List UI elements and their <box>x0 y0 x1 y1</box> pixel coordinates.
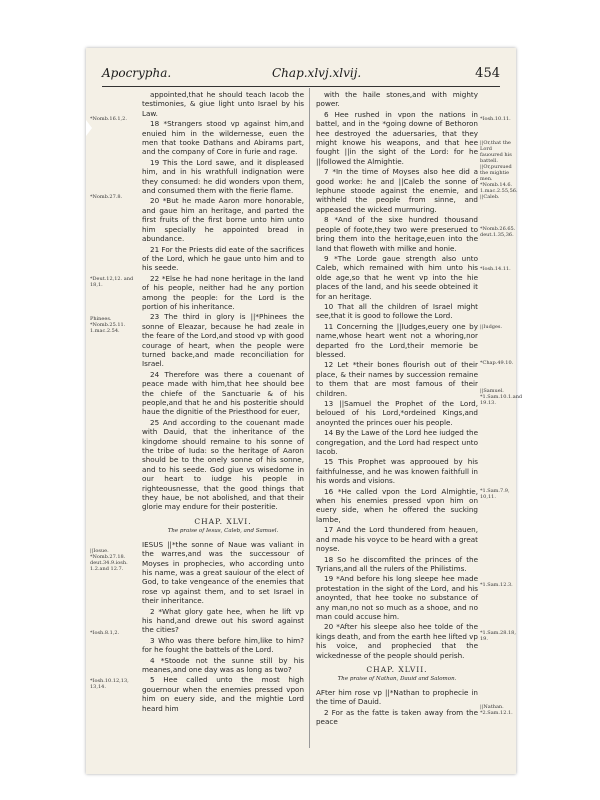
verse: 25 And according to the couenant made with Dauid, that the inheritance of the kingdome should remaine to his sonne of the tribe of Iuda: so the heritage of Aaron should be to the onely sonne of his sonne, and to his seede. God giue vs wisedome in our heart to iudge his people in righteousnesse, that the good things that they haue, be not abolished, and that their glorie may endure for their posteritie. <box>142 417 304 512</box>
verse: 24 Therefore was there a couenant of peace made with him,that hee should bee the chiefe of the Sanctuarie & of his people,and that he and his posteritie should haue the dignitie of the Priesthood for euer, <box>142 369 304 417</box>
verse: 6 Hee rushed in vpon the nations in battel, and in the *going downe of Bethoron hee destroyed the aduersaries, that they might knowe his weapons, and that hee fought ||in the sight of the Lord: for he ||followed the Almightie. <box>316 109 478 166</box>
verses-ch47 <box>316 688 478 727</box>
page-header <box>102 66 500 86</box>
verse: 23 The third in glory is ||*Phinees the sonne of Eleazar, because he had zeale in the feare of the Lord,and stood vp with good courage of heart, when the people were turned backe,and made reconciliation for Israel. <box>142 312 304 369</box>
verse: 16 *He called vpon the Lord Almightie, when his enemies pressed vpon him on euery side, when he offered the sucking lambe, <box>316 486 478 524</box>
verse: 19 This the Lord sawe, and it displeased him, and in his wrathfull indignation were they consumed: he did wonders vpon them, and consumed them with the fierie flame. <box>142 157 304 196</box>
header-rule <box>102 86 500 87</box>
verse: appointed,that he should teach Iacob the testimonies, & giue light unto Israel by his Law. <box>142 90 304 118</box>
verse: 17 And the Lord thundered from heauen, and made his voyce to be heard with a great noyse. <box>316 525 478 554</box>
margin-note: *Chap.49.10. <box>480 360 514 366</box>
book-page <box>86 48 523 774</box>
verse: 19 *And before his long sleepe hee made protestation in the sight of the Lord, and his anoynted, that hee tooke no substance of any man,no not so much as a shooe, and no man could accuse him. <box>316 574 478 621</box>
margin-note: *Nomb.26.65. deut.1.35,36. <box>480 226 516 238</box>
margin-note: *Iosh.10.12,13, 13,14. <box>90 678 129 690</box>
verses-ch46-cont <box>316 90 478 660</box>
verse: 20 *After his sleepe also hee tolde of the kings death, and from the earth hee lifted vp his voice, and prophecied that the wickednesse of the people should perish. <box>316 622 478 660</box>
chapter-summary: The praise of Iesus, Caleb, and Samuel. <box>167 528 279 535</box>
verse: AFter him rose vp ||*Nathan to prophecie in the time of Dauid. <box>316 687 478 707</box>
verse: 9 *The Lorde gaue strength also unto Caleb, which remained with him unto his olde age,so that he went vp into the hie places of the land, and his seede obteined it for an heritage. <box>316 253 478 301</box>
torn-edge <box>86 120 92 136</box>
margin-note: ||Iudges. <box>480 324 503 330</box>
margin-note: *Iosh.8.1,2. <box>90 630 120 636</box>
margin-note: *1.Sam.12.3. <box>480 582 513 588</box>
page-number: 454 <box>475 66 500 81</box>
chapter-heading: CHAP. XLVII. <box>366 664 428 674</box>
margin-note: *1.Sam.7.9, 10,11. <box>480 488 510 500</box>
verse: 15 This Prophet was approoued by his faithfulnesse, and he was knowen faithfull in his words and visions. <box>316 457 478 486</box>
verse: 8 *And of the sixe hundred thousand people of foote,they two were preserued to bring them into the heritage,euen into the land that floweth with milke and honie. <box>316 215 478 253</box>
verses-ch46 <box>142 540 304 713</box>
text-column-left <box>142 90 304 714</box>
verse: 2 *What glory gate hee, when he lift vp his hand,and drewe out his sword against the cities? <box>142 606 304 635</box>
running-head-book: Apocrypha. <box>102 66 172 80</box>
column-divider <box>309 88 310 748</box>
margin-note: *Iosh.10.11. <box>480 116 511 122</box>
margin-note: ||Nathan. *2.Sam.12.1. <box>480 704 513 716</box>
verse: 7 *In the time of Moyses also hee did a good worke: he and ||Caleb the sonne of Iephune stoode against the enemie, and withheld the people from sinne, and appeased the wicked murmuring. <box>316 167 478 214</box>
margin-note: *Iosh.14.11. <box>480 266 511 272</box>
verse: 10 That all the children of Israel might see,that it is good to followe the Lord. <box>316 301 478 321</box>
running-head-chapters: Chap.xlvj.xlvij. <box>272 66 362 80</box>
verse: 4 *Stoode not the sunne still by his meanes,and one day was as long as two? <box>142 655 304 674</box>
verse: 21 For the Priests did eate of the sacrifices of the Lord, which he gaue unto him and to his seede. <box>142 244 304 273</box>
verse: 5 Hee called unto the most high gouernour when the enemies pressed vpon him on euery side, and the mightie Lord heard him <box>142 675 304 713</box>
verse: 18 So he discomfited the princes of the Tyrians,and all the rulers of the Philistims. <box>316 554 478 573</box>
chapter-heading: CHAP. XLVI. <box>194 516 252 526</box>
verse: 14 By the Lawe of the Lord hee iudged the congregation, and the Lord had respect unto Iacob. <box>316 428 478 457</box>
margin-note: ||Or,that the Lord fauoured his battell. ||Or,pursued the mightie men. *Nomb.14.6. 1.mac.2.55,56. ||Caleb. <box>480 140 518 200</box>
verse: 11 Concerning the ||Iudges,euery one by name,whose heart went not a whoring,nor departed fro the Lord,their memorie be blessed. <box>316 321 478 359</box>
verse: IESUS ||*the sonne of Naue was valiant in the warres,and was the successour of Moyses in prophecies, who according unto his name, was a great sauiour of the elect of God, to take vengeance of the enemies that rose vp against them, and to set Israel in their inheritance. <box>142 539 304 606</box>
margin-note: *Nomb.16.1,2. <box>90 116 127 122</box>
text-column-right <box>316 90 478 727</box>
margin-note: ||Iosue. *Nomb.27.18. deut.34.9.iosh. 1.2.and 12.7. <box>90 548 128 572</box>
margin-note: *Deut.12,12. and 18,1. <box>90 276 134 288</box>
verse: 20 *But he made Aaron more honorable, and gaue him an heritage, and parted the first fruits of the first borne unto him unto him specially he appointed bread in abundance. <box>142 196 304 244</box>
verse: 3 Who was there before him,like to him? for he fought the battels of the Lord. <box>142 635 304 655</box>
verse: 12 Let *their bones flourish out of their place, & their names by succession remaine to them that are most famous of their children. <box>316 360 478 398</box>
verse: 22 *Else he had none heritage in the land of his people, neither had he any portion among the people: for the Lord is the portion of his inheritance. <box>142 273 304 311</box>
verse: with the haile stones,and with mighty power. <box>316 90 478 109</box>
verses-ch45 <box>142 90 304 512</box>
margin-note: Phinees. *Nomb.25.11. 1.mac.2.54. <box>90 316 126 334</box>
verse: 2 For as the fatte is taken away from the peace <box>316 707 478 726</box>
chapter-summary: The praise of Nathan, Dauid and Salomon. <box>337 676 457 683</box>
verse: 13 ||Samuel the Prophet of the Lord, beloued of his Lord,*ordeined Kings,and anoynted the princes ouer his people. <box>316 399 478 427</box>
verse: 18 *Strangers stood vp against him,and enuied him in the wildernesse, euen the men that tooke Dathans and Abirams part, and the company of Core in furie and rage. <box>142 119 304 157</box>
margin-note: ||Samuel. *1.Sam.10.1.and 19.13. <box>480 388 523 406</box>
margin-note: *Nomb.27.8. <box>90 194 123 200</box>
margin-note: *1.Sam.28.18, 19. <box>480 630 516 642</box>
